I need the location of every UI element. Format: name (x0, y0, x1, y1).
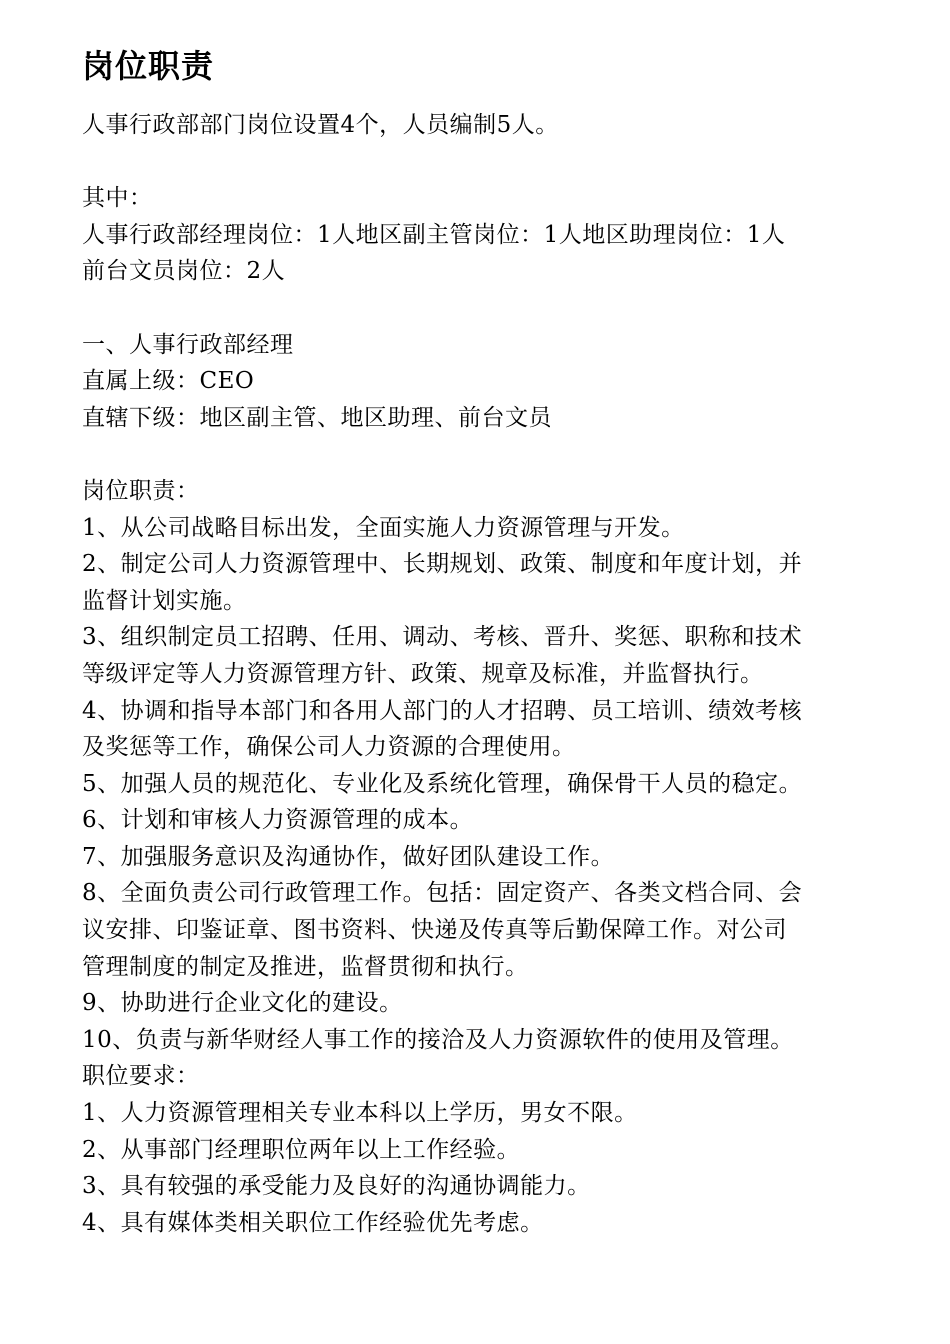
duty-line: 7、加强服务意识及沟通协作，做好团队建设工作。 (82, 843, 615, 870)
requirement-line: 4、具有媒体类相关职位工作经验优先考虑。 (82, 1209, 544, 1236)
requirements-label: 职位要求： (82, 1063, 200, 1090)
positions-line-1: 人事行政部经理岗位：1人地区副主管岗位：1人地区助理岗位：1人 (82, 221, 786, 248)
duty-line: 监督计划实施。 (82, 587, 247, 614)
duty-line: 4、协调和指导本部门和各用人部门的人才招聘、员工培训、绩效考核 (82, 697, 803, 724)
duties-label: 岗位职责： (82, 477, 200, 504)
duties-list (82, 510, 882, 1059)
duty-line: 10、负责与新华财经人事工作的接洽及人力资源软件的使用及管理。 (82, 1026, 794, 1053)
duty-line: 等级评定等人力资源管理方针、政策、规章及标准，并监督执行。 (82, 660, 764, 687)
duty-line: 5、加强人员的规范化、专业化及系统化管理，确保骨干人员的稳定。 (82, 770, 803, 797)
requirements-list (82, 1095, 882, 1241)
duty-line: 议安排、印鉴证章、图书资料、快递及传真等后勤保障工作。对公司 (82, 917, 787, 944)
direct-superior: 直属上级：CEO (82, 368, 255, 395)
among-label: 其中： (82, 185, 153, 212)
direct-subordinates: 直辖下级：地区副主管、地区助理、前台文员 (82, 404, 552, 431)
duty-line: 3、组织制定员工招聘、任用、调动、考核、晋升、奖惩、职称和技术 (82, 624, 803, 651)
requirement-line: 1、人力资源管理相关专业本科以上学历，男女不限。 (82, 1100, 638, 1127)
section-heading: 一、人事行政部经理 (82, 331, 294, 358)
page-title: 岗位职责 (82, 47, 215, 85)
duty-line: 9、协助进行企业文化的建设。 (82, 990, 403, 1017)
requirement-line: 2、从事部门经理职位两年以上工作经验。 (82, 1136, 521, 1163)
spacer (82, 144, 882, 181)
spacer (82, 436, 882, 473)
duty-line: 8、全面负责公司行政管理工作。包括：固定资产、各类文档合同、会 (82, 880, 803, 907)
positions-line-2: 前台文员岗位：2人 (82, 258, 286, 285)
duty-line: 管理制度的制定及推进，监督贯彻和执行。 (82, 953, 529, 980)
duty-line: 1、从公司战略目标出发，全面实施人力资源管理与开发。 (82, 514, 685, 541)
duty-line: 及奖惩等工作，确保公司人力资源的合理使用。 (82, 734, 576, 761)
document-page (82, 38, 882, 1241)
duty-line: 6、计划和审核人力资源管理的成本。 (82, 807, 474, 834)
requirement-line: 3、具有较强的承受能力及良好的沟通协调能力。 (82, 1173, 591, 1200)
duty-line: 2、制定公司人力资源管理中、长期规划、政策、制度和年度计划，并 (82, 551, 803, 578)
intro-text: 人事行政部部门岗位设置4个，人员编制5人。 (82, 112, 559, 138)
spacer (82, 290, 882, 327)
